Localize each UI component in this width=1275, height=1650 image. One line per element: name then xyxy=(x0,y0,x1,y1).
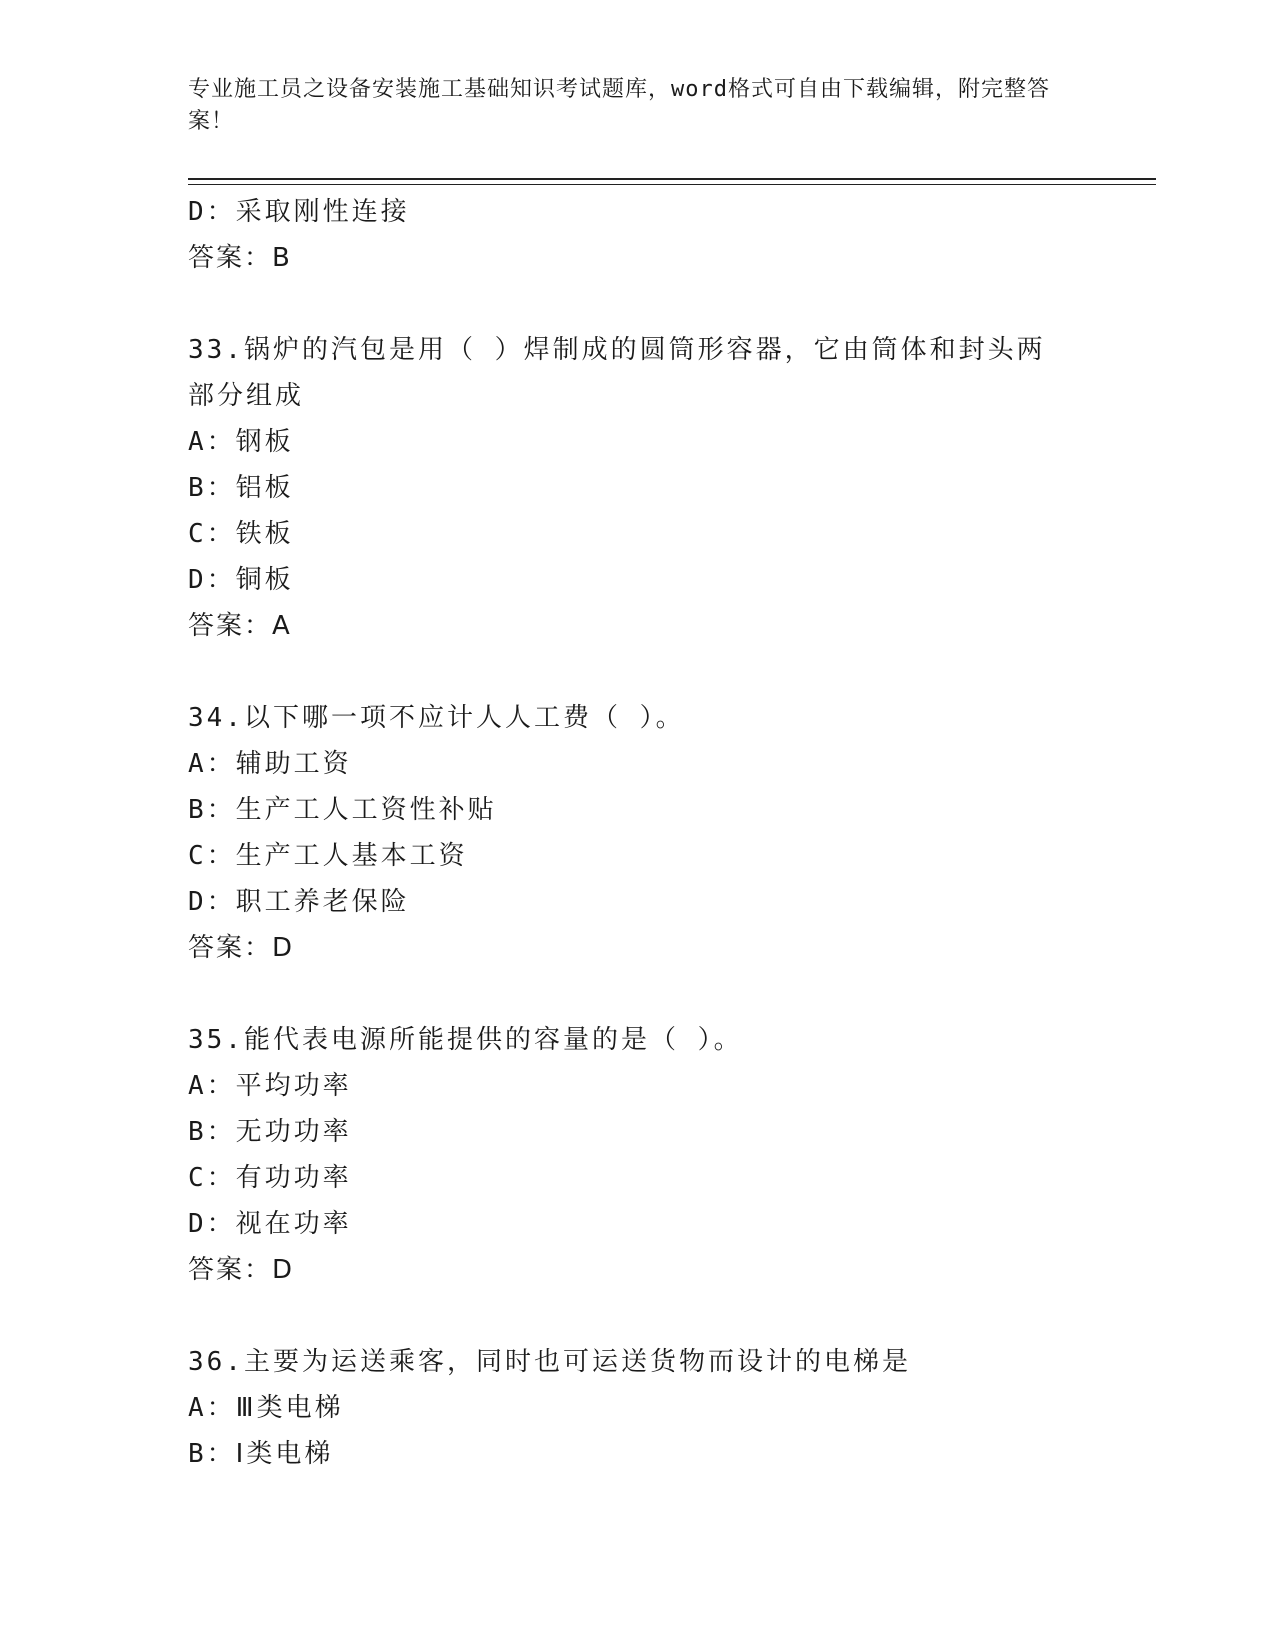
option-line: B：Ⅰ类电梯 xyxy=(188,1439,334,1469)
option-line: C：铁板 xyxy=(188,519,294,549)
document-header: 专业施工员之设备安装施工基础知识考试题库，word格式可自由下载编辑，附完整答案！ xyxy=(188,77,1050,134)
option-line: A：辅助工资 xyxy=(188,749,352,779)
question-list xyxy=(188,189,1088,1477)
option-line: D：职工养老保险 xyxy=(188,887,410,917)
option-line: D：采取刚性连接 xyxy=(188,197,410,227)
option-line: B：铝板 xyxy=(188,473,294,503)
option-line: B：无功功率 xyxy=(188,1117,352,1147)
question-stem: 34.以下哪一项不应计人人工费（ ）。 xyxy=(188,703,685,733)
question-36 xyxy=(188,1339,1088,1477)
option-line: D：视在功率 xyxy=(188,1209,352,1239)
question-35 xyxy=(188,1017,1088,1293)
option-line: A：钢板 xyxy=(188,427,294,457)
answer-line: 答案：A xyxy=(188,611,292,641)
option-line: D：铜板 xyxy=(188,565,294,595)
question-stem: 33.锅炉的汽包是用（ ）焊制成的圆筒形容器，它由筒体和封头两部分组成 xyxy=(188,335,1046,411)
option-line: A：Ⅲ类电梯 xyxy=(188,1393,344,1423)
header-divider-thin xyxy=(188,184,1156,185)
question-34 xyxy=(188,695,1088,971)
question-33 xyxy=(188,327,1088,649)
option-line: C：生产工人基本工资 xyxy=(188,841,468,871)
option-line: A：平均功率 xyxy=(188,1071,352,1101)
continued-question xyxy=(188,189,1088,281)
option-line: C：有功功率 xyxy=(188,1163,352,1193)
header-divider-thick xyxy=(188,178,1156,180)
question-stem: 35.能代表电源所能提供的容量的是（ ）。 xyxy=(188,1025,743,1055)
answer-line: 答案：B xyxy=(188,243,292,273)
answer-line: 答案：D xyxy=(188,1255,295,1285)
question-stem: 36.主要为运送乘客，同时也可运送货物而设计的电梯是 xyxy=(188,1347,911,1377)
option-line: B：生产工人工资性补贴 xyxy=(188,795,497,825)
answer-line: 答案：D xyxy=(188,933,295,963)
